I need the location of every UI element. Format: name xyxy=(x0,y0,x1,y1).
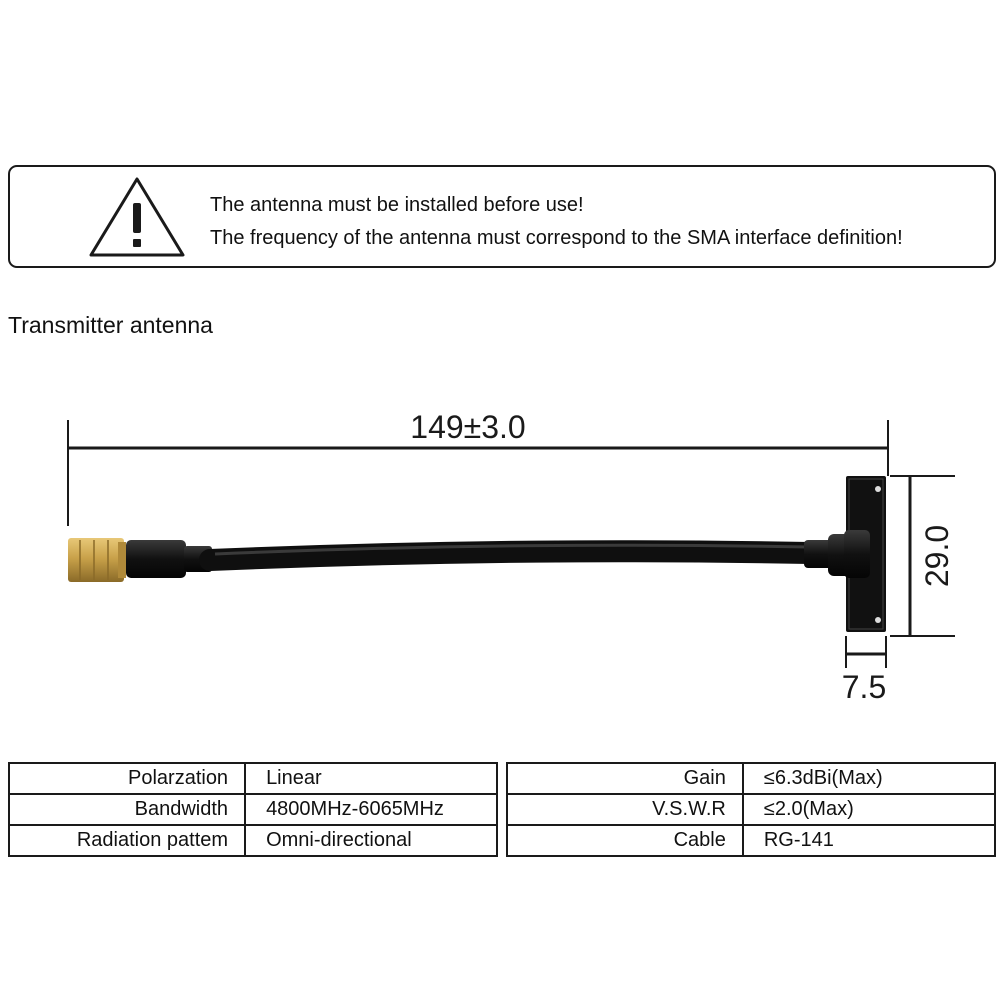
warning-line-2: The frequency of the antenna must correspond to the SMA interface definition! xyxy=(210,227,903,249)
spec-label: Radiation pattem xyxy=(9,825,245,856)
spec-label: Bandwidth xyxy=(9,794,245,825)
length-label: 149±3.0 xyxy=(410,409,526,445)
warning-text xyxy=(210,189,903,255)
warning-box xyxy=(8,165,996,268)
length-dimension xyxy=(68,409,888,526)
plate-height-dimension xyxy=(890,476,955,636)
plate-width-dimension xyxy=(842,636,886,705)
table-row xyxy=(9,794,497,825)
table-row xyxy=(9,825,497,856)
spec-value: 4800MHz-6065MHz xyxy=(245,794,497,825)
cable xyxy=(210,551,810,560)
spec-value: Omni-directional xyxy=(245,825,497,856)
table-row xyxy=(507,763,995,794)
spec-value: ≤2.0(Max) xyxy=(743,794,995,825)
exclamation-triangle-icon xyxy=(86,175,188,259)
spec-value: Linear xyxy=(245,763,497,794)
spec-value: ≤6.3dBi(Max) xyxy=(743,763,995,794)
spec-label: Gain xyxy=(507,763,743,794)
table-row xyxy=(507,794,995,825)
plate-height-label: 29.0 xyxy=(919,524,955,588)
table-row xyxy=(9,763,497,794)
spec-table-right xyxy=(506,762,996,857)
warning-line-1: The antenna must be installed before use! xyxy=(210,194,584,216)
table-row xyxy=(507,825,995,856)
spec-label: V.S.W.R xyxy=(507,794,743,825)
spec-label: Cable xyxy=(507,825,743,856)
mounting-plate xyxy=(804,476,886,632)
spec-table-left xyxy=(8,762,498,857)
antenna-drawing xyxy=(0,390,1000,710)
sma-connector xyxy=(68,538,212,582)
spec-label: Polarzation xyxy=(9,763,245,794)
plate-width-label: 7.5 xyxy=(841,669,887,705)
spec-value: RG-141 xyxy=(743,825,995,856)
section-title: Transmitter antenna xyxy=(8,312,213,338)
